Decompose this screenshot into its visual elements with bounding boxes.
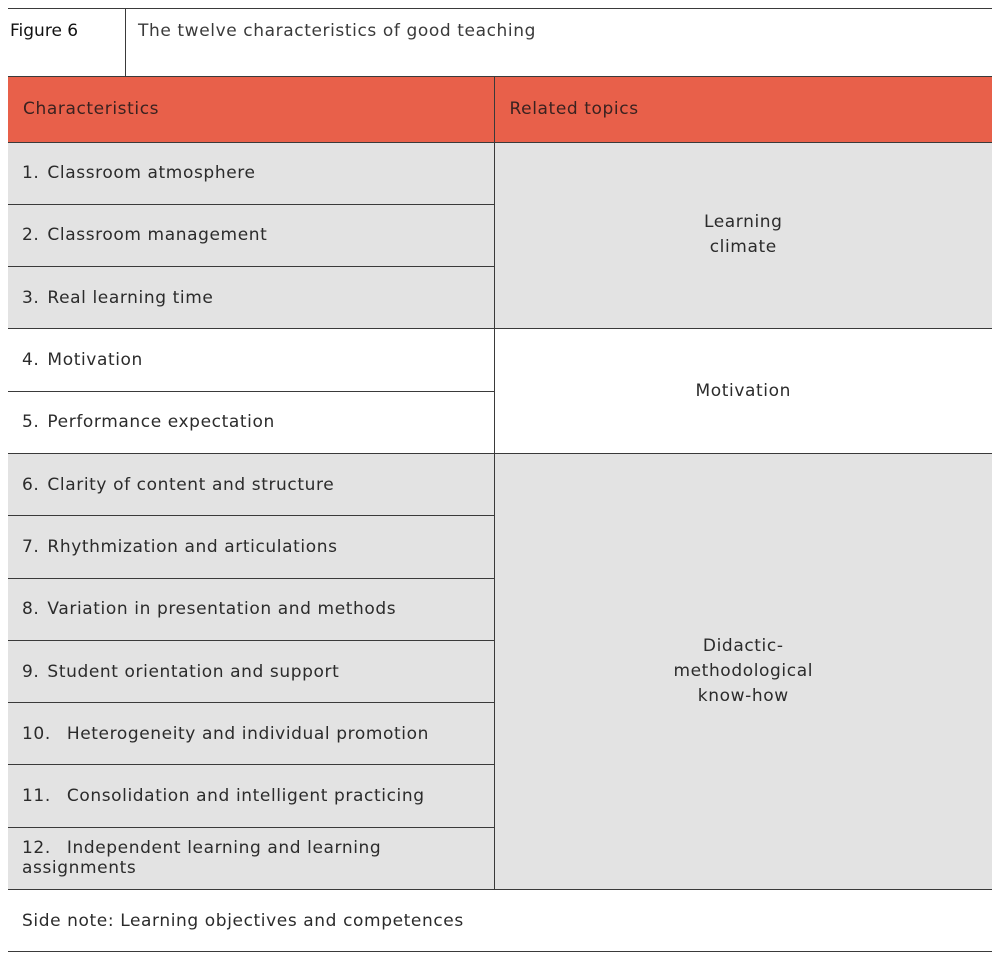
- row-number: 3.: [22, 287, 40, 308]
- figure-label: Figure 6: [8, 9, 126, 76]
- figure-title: The twelve characteristics of good teaching: [138, 21, 537, 41]
- table-row: [8, 329, 992, 391]
- figure-container: [8, 8, 992, 952]
- row-text: Student orientation and support: [47, 661, 340, 682]
- table-header-row: [8, 77, 992, 142]
- row-text: Classroom atmosphere: [47, 163, 256, 184]
- row-number: 7.: [22, 536, 40, 557]
- characteristic-cell: [8, 142, 494, 204]
- row-text: Real learning time: [47, 287, 214, 308]
- row-number: 1.: [22, 163, 40, 184]
- characteristic-cell: [8, 329, 494, 391]
- row-text: Classroom management: [47, 225, 268, 246]
- characteristic-cell: [8, 703, 494, 765]
- characteristic-cell: [8, 827, 494, 889]
- row-number: 2.: [22, 225, 40, 246]
- row-number: 11.: [22, 786, 51, 807]
- side-note: Side note: Learning objectives and competences: [8, 890, 992, 952]
- row-number: 5.: [22, 412, 40, 433]
- table-row: [8, 142, 992, 204]
- characteristic-cell: [8, 516, 494, 578]
- row-text: Consolidation and intelligent practicing: [66, 786, 425, 807]
- characteristics-table: [8, 77, 992, 890]
- row-text: Independent learning and learning assignments: [22, 838, 382, 879]
- topic-label: Learning climate: [703, 212, 783, 258]
- characteristic-cell: [8, 204, 494, 266]
- topic-cell-motivation: [494, 329, 992, 454]
- header-related-topics: Related topics: [494, 77, 992, 142]
- topic-label: Motivation: [695, 380, 791, 401]
- row-text: Motivation: [47, 350, 143, 371]
- row-text: Variation in presentation and methods: [47, 599, 397, 620]
- row-number: 4.: [22, 350, 40, 371]
- row-text: Heterogeneity and individual promotion: [66, 723, 429, 744]
- figure-caption: [8, 8, 992, 77]
- characteristic-cell: [8, 578, 494, 640]
- characteristic-cell: [8, 267, 494, 329]
- row-number: 9.: [22, 661, 40, 682]
- row-number: 10.: [22, 723, 51, 744]
- characteristic-cell: [8, 453, 494, 515]
- row-text: Performance expectation: [47, 412, 275, 433]
- header-characteristics: Characteristics: [8, 77, 494, 142]
- row-number: 6.: [22, 474, 40, 495]
- topic-cell-didactic: [494, 453, 992, 889]
- characteristic-cell: [8, 640, 494, 702]
- row-text: Rhythmization and articulations: [47, 536, 338, 557]
- characteristic-cell: [8, 391, 494, 453]
- topic-cell-learning-climate: [494, 142, 992, 329]
- topic-label: Didactic-methodological know-how: [673, 636, 814, 707]
- row-text: Clarity of content and structure: [47, 474, 335, 495]
- table-row: [8, 453, 992, 515]
- characteristic-cell: [8, 765, 494, 827]
- row-number: 8.: [22, 599, 40, 620]
- row-number: 12.: [22, 838, 51, 859]
